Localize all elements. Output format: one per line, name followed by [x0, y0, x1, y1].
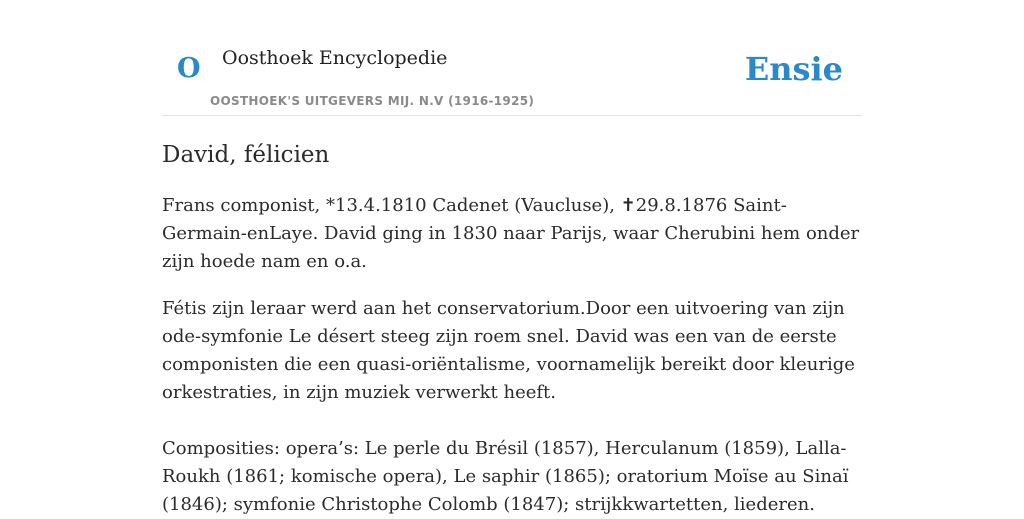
article-title: David, félicien [162, 142, 330, 168]
publication-title[interactable]: Oosthoek Encyclopedie [222, 47, 448, 69]
article-paragraph: Fétis zijn leraar werd aan het conservatorium.Door een uitvoering van zijn ode-symfonie Le désert steeg zijn roem snel. David was een van de eerste componisten die een quasi-oriëntalisme, voornamelijk bereikt door kleurige orkestraties, in zijn muziek verwerkt heeft. [162, 298, 855, 403]
publication-logo[interactable]: O [177, 53, 201, 84]
brand-logo-link[interactable]: Ensie [744, 50, 843, 88]
page [162, 0, 862, 515]
article-paragraph: Frans componist, *13.4.1810 Cadenet (Vaucluse), ✝29.8.1876 Saint-Germain-enLaye. David ging in 1830 naar Parijs, waar Cherubini hem onder zijn hoede nam en o.a. [162, 195, 860, 272]
publication-subtitle: OOSTHOEK'S UITGEVERS MIJ. N.V (1916-1925) [210, 94, 535, 108]
header [162, 0, 862, 116]
article-paragraph: Composities: opera’s: Le perle du Brésil (1857), Herculanum (1859), Lalla-Roukh (1861; komische opera), Le saphir (1865); oratorium Moïse au Sinaï (1846); symfonie Christophe Colomb (1847); strijkkwartetten, liederen. [162, 438, 849, 515]
